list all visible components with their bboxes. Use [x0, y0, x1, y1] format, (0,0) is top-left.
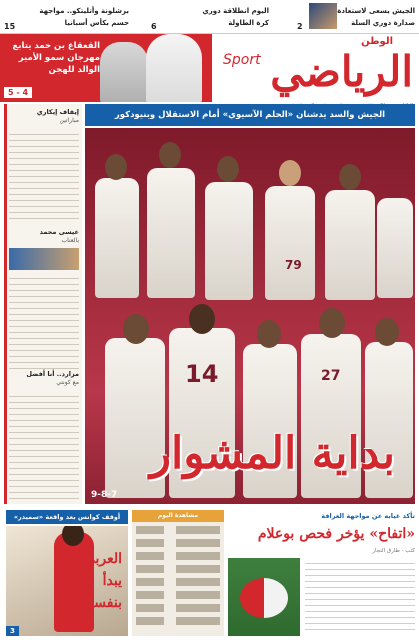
brief-title: إيقاف إيكاري [36, 108, 79, 116]
teaser-title: برشلونة وأتليتكو.. مواجهة [39, 7, 129, 15]
brief-title: عيسى محمد [39, 228, 79, 236]
story-photo [228, 558, 300, 636]
story-boualem[interactable] [228, 510, 415, 636]
story-byline: كتب - طارق النجار [372, 548, 415, 554]
fixture-row [136, 563, 220, 574]
brief-subtitle: مع كونتي [56, 379, 79, 386]
teaser-page-number: 6 [151, 22, 157, 31]
story-photo [6, 526, 128, 636]
masthead-logo[interactable] [223, 36, 413, 98]
teaser-table-tennis[interactable] [151, 2, 269, 32]
sport-label: Sport [223, 52, 261, 68]
fixtures-box[interactable] [132, 510, 224, 636]
fixture-row [136, 524, 220, 535]
page-header [0, 34, 419, 102]
promo-score: 5 - 4 [4, 87, 32, 98]
teaser-thumbnail [309, 3, 337, 29]
brief-hazard[interactable] [9, 370, 79, 501]
fixture-row [136, 589, 220, 600]
teaser-page-number: 15 [4, 22, 16, 31]
brief-subtitle: مباراتين [59, 117, 79, 124]
story-alarabi[interactable] [6, 510, 128, 636]
fixtures-header: مشاهدة اليوم [132, 510, 224, 522]
teaser-title: الجيش يسعى لاستعادة [337, 7, 415, 15]
feature-photo-caption: 9-8-7 [91, 490, 118, 500]
story-body [305, 558, 415, 634]
brief-title: مزارد.. أنا أفضل [26, 370, 79, 378]
main-feature[interactable] [85, 104, 415, 504]
teaser-page-number: 2 [297, 22, 303, 31]
story-headline: العربي يبدأ بنفسه! [80, 551, 122, 611]
teaser-subtitle: حسم بكأس أسبانيا [64, 19, 129, 27]
promo-photo [100, 34, 210, 102]
brief-subtitle: بالعناب [61, 237, 79, 244]
story-page-number: 3 [6, 626, 19, 636]
fixture-row [136, 615, 220, 626]
feature-headline: بداية المشوار [149, 428, 395, 479]
teaser-basketball[interactable] [297, 2, 415, 32]
fixture-row [136, 550, 220, 561]
teaser-subtitle: صدارة دوري السلة [351, 19, 415, 27]
brief-issa[interactable] [9, 228, 79, 373]
watan-label: الوطن [361, 36, 393, 47]
feature-photo: 79 14 27 بداية المشوار 9-8-7 [85, 128, 415, 504]
feature-kicker: الجيش والسد يدشنان «الحلم الآسيوي» أمام الاستقلال وبنيودكور [85, 104, 415, 126]
brief-ikari[interactable] [9, 108, 79, 219]
teaser-title: اليوم انطلاقة دوري [202, 7, 269, 15]
teaser-barcelona[interactable] [4, 2, 129, 32]
left-column [4, 104, 82, 504]
brief-thumbnail [9, 248, 79, 270]
team-logo-icon [240, 578, 288, 618]
story-kicker: أوقف كوانس بعد واقعة «سميدر» [6, 510, 128, 524]
promo-banner[interactable] [0, 34, 212, 102]
promo-headline: القعقاع بن حمد يتابع مهرجان سمو الأمير الوالد للهجن [12, 41, 100, 75]
fixture-row [136, 537, 220, 548]
fixture-row [136, 602, 220, 613]
fixture-row [136, 576, 220, 587]
brand-title: الرياضي [270, 47, 413, 96]
story-headline: «اتفاح» يؤخر فحص بوعلام [257, 526, 415, 542]
teaser-subtitle: كرة الطاولة [228, 19, 269, 27]
story-kicker: تأكد غيابه عن مواجهة الغرافة [321, 512, 415, 520]
teaser-strip [0, 0, 419, 34]
